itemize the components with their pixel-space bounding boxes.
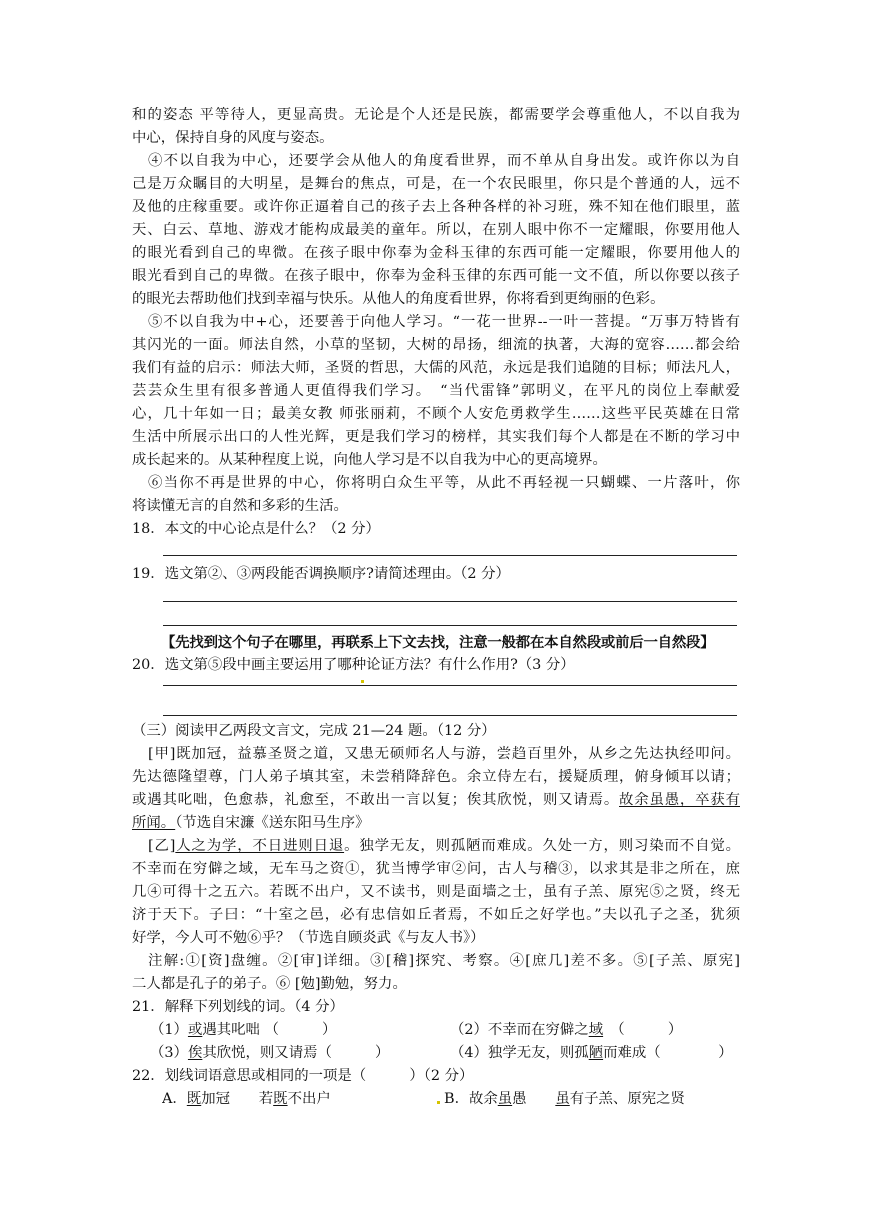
question-22: 22．划线词语意思或相同的一项是（ ）（2 分） — [132, 1068, 474, 1084]
section-title: （三）阅读甲乙两段文言文，完成 21—24 题。（12 分） — [132, 723, 496, 739]
passage-line: 成长起来的。从某种程度上说，向他人学习是不以自我为中心的更高境界。 — [132, 452, 607, 468]
q21-item-3: （3）俟其欣悦，则又请焉（ ） — [150, 1045, 390, 1061]
q22-option-a: A．既加冠 若既不出户 — [162, 1091, 331, 1107]
passage-line: 将读懂无言的自然和多彩的生活。 — [132, 498, 348, 514]
passage-line: 的眼光看到自己的卑微。在孩子眼中你奉为金科玉律的东西可能一定耀眼，你要用他人的 — [132, 245, 740, 261]
passage-line: 心，几十年如一日；最美女教 师张丽莉，不顾个人安危勇救学生……这些平民英雄在日常 — [132, 406, 740, 422]
underlined-sentence: 故余虽愚，卒获有 — [619, 792, 740, 808]
classical-text-line: [乙]人之为学，不日进则日退。独学无友，则孤陋而难成。久处一方，则习染而不自觉。 — [148, 838, 740, 854]
passage-line: ⑤不以自我为中+心，还要善于向他人学习。“一花一世界--一叶一菩提。“万事万特皆有 — [148, 314, 740, 330]
answer-line[interactable] — [163, 685, 737, 686]
passage-line: ④不以自我为中心，还要学会从他人的角度看世界，而不单从自身出发。或许你以为自 — [148, 153, 740, 169]
classical-text-line: 济于天下。子曰：“十室之邑，必有忠信如丘者焉，不如丘之好学也。”夫以孔子之圣，犹须 — [132, 907, 740, 923]
q21-item-2: （2）不幸而在穷僻之域 （ ） — [450, 1022, 683, 1038]
passage-line: ⑥当你不再是世界的中心，你将明白众生平等，从此不再轻视一只蝴蝶、一片落叶，你 — [148, 475, 740, 491]
annotation-line: 注解:①[资]盘缠。②[审]详细。③[稽]探究、考察。④[庶几]差不多。⑤[子羔、原宪] — [148, 953, 740, 969]
underlined-sentence: 人之为学，不日进则日退 — [175, 838, 345, 854]
classical-text-line: 或遇其叱咄，色愈恭，礼愈至，不敢出一言以复；俟其欣悦，则又请焉。故余虽愚，卒获有 — [132, 792, 740, 808]
annotation-line: 二人都是孔子的弟子。⑥ [勉]勤勉，努力。 — [132, 976, 407, 992]
question-18: 18．本文的中心论点是什么？（2 分） — [132, 521, 380, 537]
passage-line: 其闪光的一面。师法自然，小草的坚韧，大树的昂扬，细流的执著，大海的宽容……都会给 — [132, 337, 740, 353]
question-20: 20．选文第⑤段中画主要运用了哪种论证方法？有什么作用?（3 分） — [132, 657, 575, 673]
answer-line[interactable] — [163, 625, 737, 626]
answer-line[interactable] — [163, 601, 737, 602]
passage-line: 和的姿态 平等待人，更显高贵。无论是个人还是民族，都需要学会尊重他人，不以自我为 — [132, 107, 740, 123]
question-21: 21．解释下列划线的词。（4 分） — [132, 999, 344, 1015]
hint-text: 【先找到这个句子在哪里，再联系上下文去找，注意一般都在本自然段或前后一自然段】 — [161, 634, 715, 651]
passage-line: 及他的庄稼重要。或许你正逼着自己的孩子去上各种各样的补习班，殊不知在他们眼里，蓝 — [132, 199, 740, 215]
highlight-mark — [437, 1101, 440, 1104]
passage-line: 的眼光去帮助他们找到幸福与快乐。从他人的角度看世界，你将看到更绚丽的色彩。 — [132, 291, 665, 307]
classical-text-line: 不幸而在穷僻之域，无车马之资①，犹当博学审②问，古人与稽③，以求其是非之所在，庶 — [132, 861, 740, 877]
passage-line: 眼光看到自己的卑微。在孩子眼中，你奉为金科玉律的东西可能一文不值，所以你要以孩子 — [132, 268, 740, 284]
q21-item-1: （1）或遇其叱咄 （ ） — [150, 1022, 337, 1038]
answer-line[interactable] — [163, 715, 737, 716]
underlined-sentence: 所闻。 — [132, 815, 176, 831]
q21-item-4: （4）独学无友，则孤陋而难成（ ） — [450, 1045, 733, 1061]
passage-line: 生活中所展示出口的人性光辉，更是我们学习的榜样，其实我们每个人都是在不断的学习中 — [132, 429, 740, 445]
q22-option-b: B．故余虽愚 虽有子羔、原宪之贤 — [444, 1091, 685, 1107]
passage-line: 天、白云、草地、游戏才能构成最美的童年。所以，在别人眼中你不一定耀眼，你要用他人 — [132, 222, 740, 238]
question-19: 19．选文第②、③两段能否调换顺序?请简述理由。（2 分） — [132, 566, 510, 582]
classical-text-line: [甲]既加冠，益慕圣贤之道，又患无硕师名人与游，尝趋百里外，从乡之先达执经叩问。 — [148, 746, 740, 762]
classical-text-line: 几④可得十之五六。若既不出户，又不读书，则是面墙之士，虽有子羔、原宪⑤之贤，终无 — [132, 884, 740, 900]
answer-line[interactable] — [163, 555, 737, 556]
highlight-mark — [361, 680, 364, 683]
classical-text-line: 好学，今人可不勉⑥乎？（节选自顾炎武《与友人书》） — [132, 930, 485, 946]
classical-text-line: 先达德隆望尊，门人弟子填其室，未尝稍降辞色。余立侍左右，援疑质理，俯身倾耳以请； — [132, 769, 740, 785]
passage-line: 我们有益的启示：师法大师，圣贤的哲思，大儒的风范，永远是我们追随的目标；师法凡人， — [132, 360, 740, 376]
passage-line: 中心，保持自身的风度与姿态。 — [132, 130, 334, 146]
passage-line: 己是万众瞩目的大明星，是舞台的焦点，可是，在一个农民眼里，你只是个普通的人，远不 — [132, 176, 740, 192]
passage-line: 芸芸众生里有很多普通人更值得我们学习。 “当代雷锋”郭明义，在平凡的岗位上奉献爱 — [132, 383, 740, 399]
classical-text-line: 所闻。（节选自宋濂《送东阳马生序》 — [132, 815, 370, 831]
